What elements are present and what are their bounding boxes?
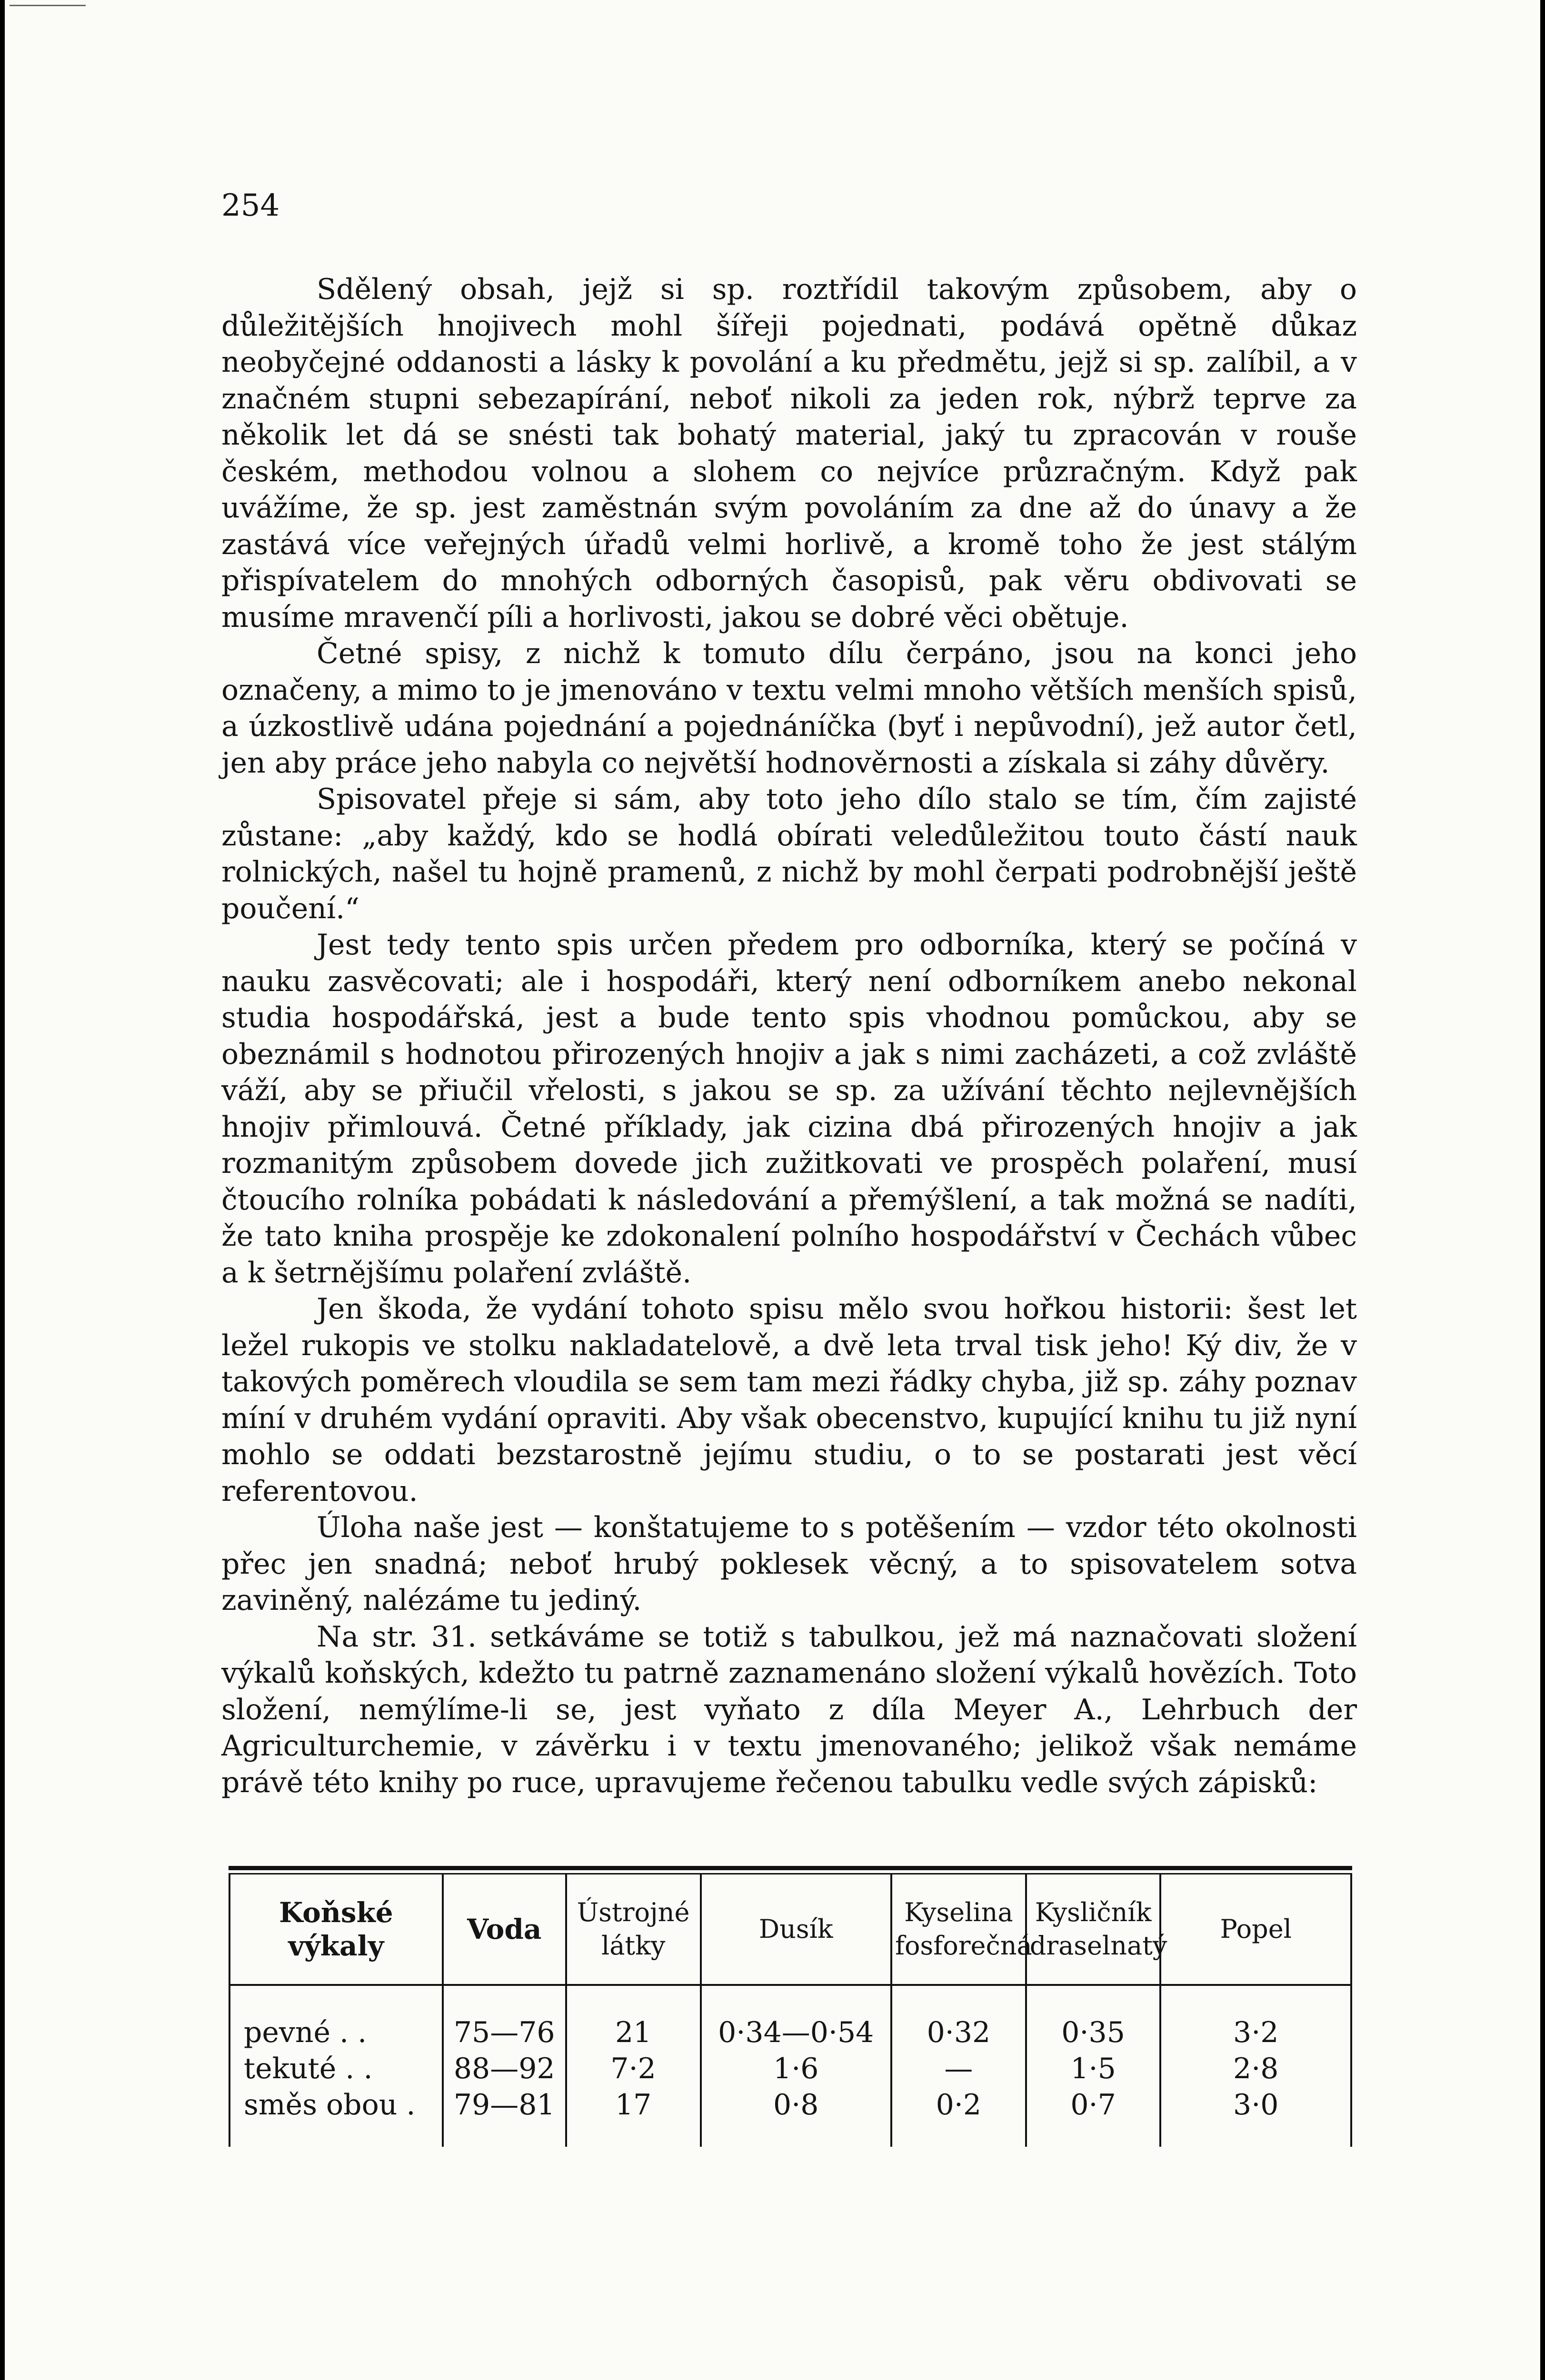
paragraph: Na str. 31. setkáváme se totiž s tabulkou, jež má naznačovati složení výkalů koňských, kdežto tu patrně zaznamenáno složení výkalů hovězích. Toto složení, nemýlíme-li se, jest vyňato z díla Meyer A., Lehrbuch der Agriculturchemie, v závěrku i v textu jmenovaného; jelikož však nemáme právě této knihy po ruce, upravujeme řečenou tabulku vedle svých zápisků: [221, 1620, 1357, 1799]
header-dusik: Dusík [701, 1874, 892, 1985]
body-text [221, 271, 1357, 1801]
row-label: směs obou . [229, 2087, 443, 2147]
table-row [229, 2087, 1351, 2147]
composition-data-table [229, 1874, 1352, 2147]
header-kyselina-fosforecna: Kyselina fosforečná [891, 1874, 1026, 1985]
cell-voda: 75—76 [443, 2014, 566, 2051]
book-page [5, 0, 1540, 2380]
cell-kyslicnik: 0·7 [1026, 2087, 1161, 2147]
cell-kyselina: 0·2 [891, 2087, 1026, 2147]
cell-voda: 79—81 [443, 2087, 566, 2147]
scan-corner-mark [10, 5, 86, 49]
page-number: 254 [221, 188, 280, 223]
paragraph: Jen škoda, že vydání tohoto spisu mělo svou hořkou historii: šest let ležel rukopis ve stolku nakladatelově, a dvě leta trval tisk jeho! Ký div, že v takových poměrech vloudila se sem tam mezi řádky chyba, již sp. záhy poznav míní v druhém vydání opraviti. Aby však obecenstvo, kupující knihu tu již nyní mohlo se oddati bezstarostně jejímu studiu, o to se postarati jest věcí referentovou. [221, 1292, 1357, 1508]
paragraph: Sdělený obsah, jejž si sp. roztřídil takovým způsobem, aby o důležitějších hnojivech mohl šířeji pojednati, podává opětně důkaz neobyčejné oddanosti a lásky k povolání a ku předmětu, jejž si sp. zalíbil, a v značném stupni sebezapírání, neboť nikoli za jeden rok, nýbrž teprve za několik let dá se snésti tak bohatý material, jaký tu zpracován v rouše českém, methodou volnou a slohem co nejvíce průzračným. Když pak uvážíme, že sp. jest zaměstnán svým povoláním za dne až do únavy a že zastává více veřejných úřadů velmi horlivě, a kromě toho že jest stálým přispívatelem do mnohých odborných časopisů, pak věru obdivovati se musíme mravenčí píli a horlivosti, jakou se dobré věci obětuje. [221, 273, 1357, 634]
table-header-row [229, 1874, 1351, 1985]
cell-kyselina: 0·32 [891, 2014, 1026, 2051]
cell-kyslicnik: 0·35 [1026, 2014, 1161, 2051]
table-spacer-row [229, 1985, 1351, 2014]
row-label: tekuté . . [229, 2051, 443, 2087]
paragraph: Spisovatel přeje si sám, aby toto jeho dílo stalo se tím, čím zajisté zůstane: „aby každý, kdo se hodlá obírati veledůležitou touto částí nauk rolnických, našel tu hojně pramenů, z nichž by mohl čerpati podrobnější ještě poučení.“ [221, 783, 1357, 925]
cell-dusik: 0·8 [701, 2087, 892, 2147]
cell-popel: 3·2 [1160, 2014, 1351, 2051]
table-row [229, 2051, 1351, 2087]
header-konske-vykaly: Koňské výkaly [229, 1874, 443, 1985]
table-top-rule [229, 1866, 1352, 1870]
cell-ustrojne: 21 [566, 2014, 701, 2051]
cell-popel: 2·8 [1160, 2051, 1351, 2087]
header-voda: Voda [443, 1874, 566, 1985]
cell-popel: 3·0 [1160, 2087, 1351, 2147]
header-kyslicnik-draselnaty: Kysličník draselnatý [1026, 1874, 1161, 1985]
composition-table [229, 1866, 1352, 2147]
cell-kyselina: — [891, 2051, 1026, 2087]
paragraph: Úloha naše jest — konštatujeme to s potěšením — vzdor této okolnosti přec jen snadná; neboť hrubý poklesek věcný, a to spisovatelem sotva zaviněný, nalézáme tu jediný. [221, 1511, 1357, 1617]
cell-ustrojne: 17 [566, 2087, 701, 2147]
header-ustrojne-latky: Ústrojné látky [566, 1874, 701, 1985]
table-row [229, 2014, 1351, 2051]
header-popel: Popel [1160, 1874, 1351, 1985]
cell-kyslicnik: 1·5 [1026, 2051, 1161, 2087]
cell-dusik: 1·6 [701, 2051, 892, 2087]
cell-dusik: 0·34—0·54 [701, 2014, 892, 2051]
paragraph: Četné spisy, z nichž k tomuto dílu čerpáno, jsou na konci jeho označeny, a mimo to je jmenováno v textu velmi mnoho větších menších spisů, a úzkostlivě udána pojednání a pojednáníčka (byť i nepůvodní), jež autor četl, jen aby práce jeho nabyla co největší hodnověrnosti a získala si záhy důvěry. [221, 637, 1357, 780]
cell-ustrojne: 7·2 [566, 2051, 701, 2087]
row-label: pevné . . [229, 2014, 443, 2051]
paragraph: Jest tedy tento spis určen předem pro odborníka, který se počíná v nauku zasvěcovati; ale i hospodáři, který není odborníkem anebo nekonal studia hospodářská, jest a bude tento spis vhodnou pomůckou, aby se obeznámil s hodnotou přirozených hnojiv a jak s nimi zacházeti, a což zvláště váží, aby se přiučil vřelosti, s jakou se sp. za užívání těchto nejlevnějších hnojiv přimlouvá. Četné příklady, jak cizina dbá přirozených hnojiv a jak rozmanitým způsobem dovede jich zužitkovati ve prospěch polaření, musí čtoucího rolníka pobádati k následování a přemýšlení, a tak možná se nadíti, že tato kniha prospěje ke zdokonalení polního hospodářství v Čechách vůbec a k šetrnějšímu polaření zvláště. [221, 928, 1357, 1289]
cell-voda: 88—92 [443, 2051, 566, 2087]
